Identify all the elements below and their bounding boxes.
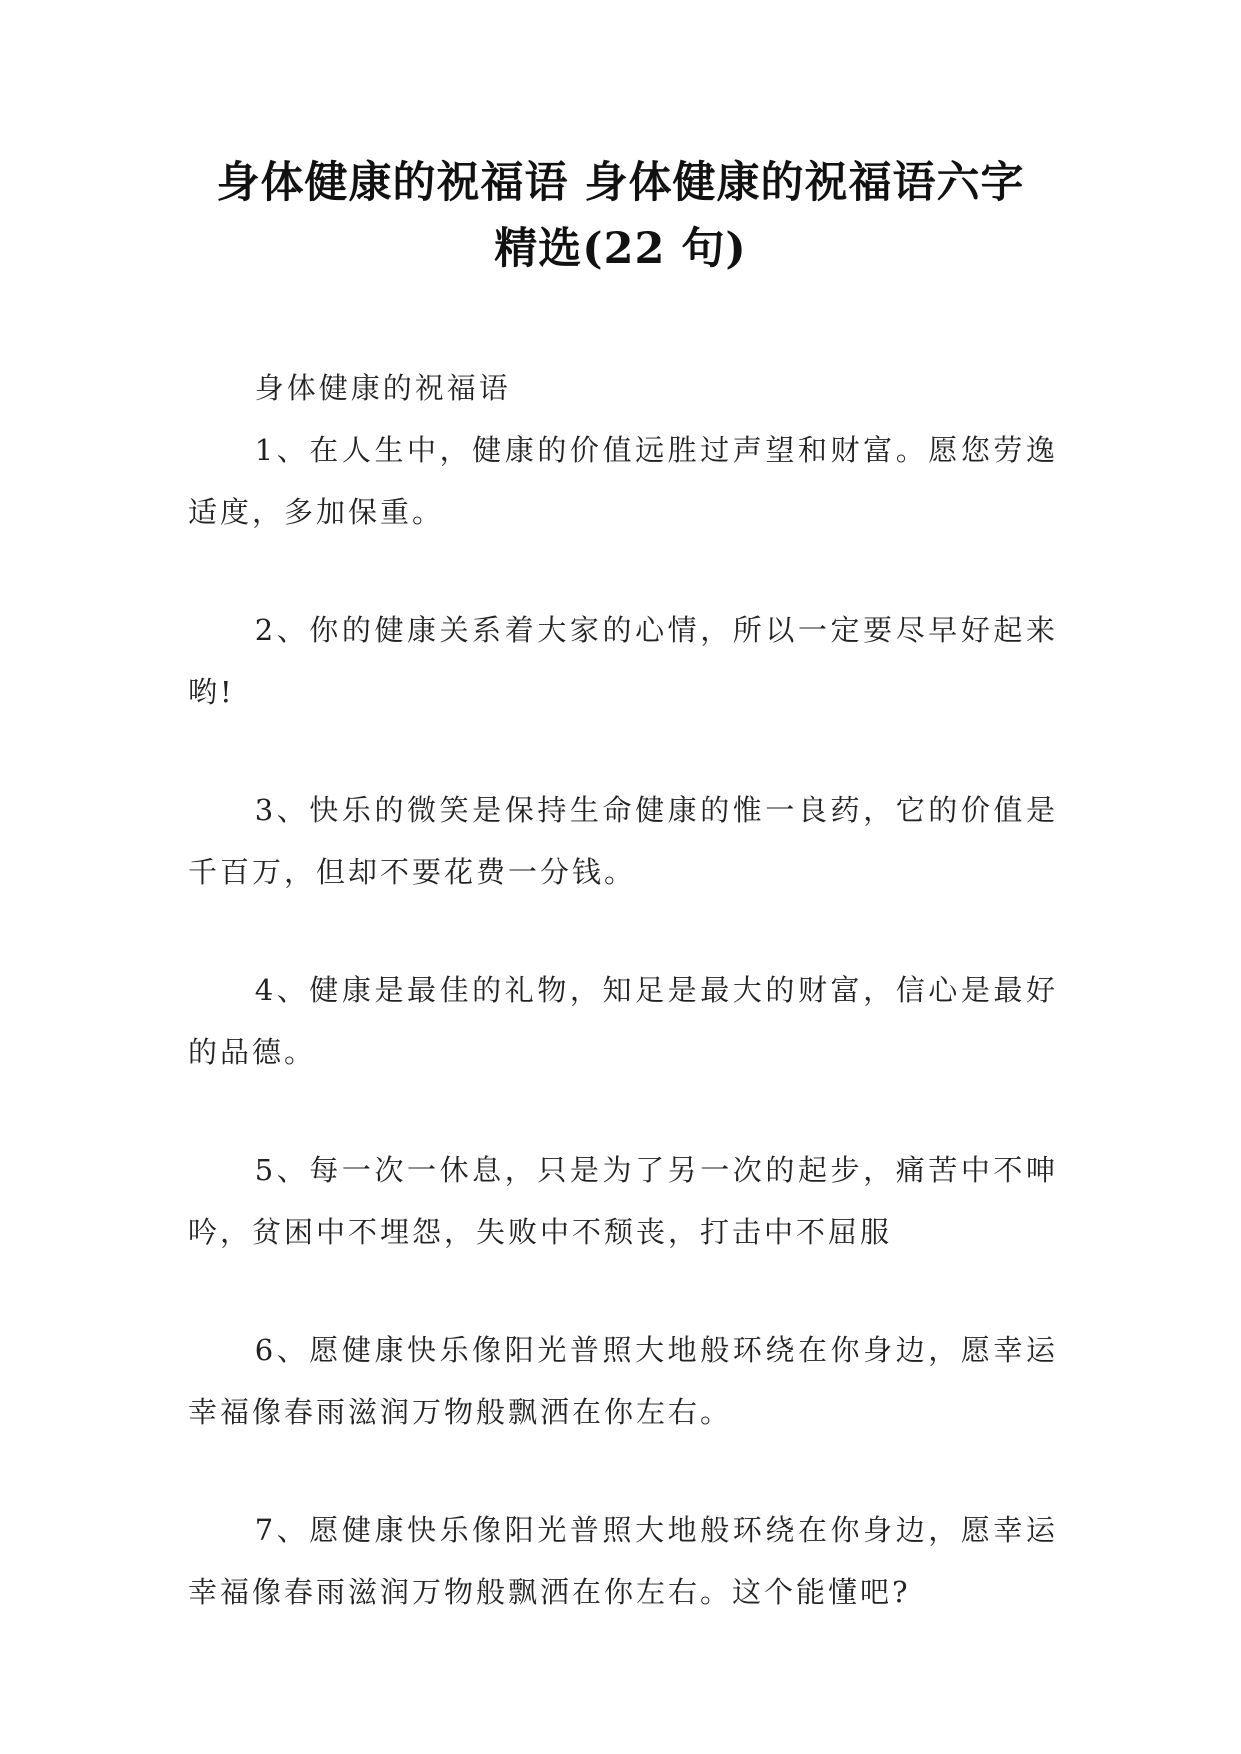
section-subheading: 身体健康的祝福语 (254, 371, 511, 405)
title-line-1: 身体健康的祝福语 身体健康的祝福语六字 (216, 158, 1025, 208)
list-item-6: 6、愿健康快乐像阳光普照大地般环绕在你身边，愿幸运幸福像春雨滋润万物般飘洒在你左右。 (188, 1333, 1058, 1429)
list-item-5: 5、每一次一休息，只是为了另一次的起步，痛苦中不呻吟，贫困中不埋怨，失败中不颓丧，打击中不屈服 (188, 1153, 1058, 1249)
document-body (188, 357, 1058, 1679)
list-item-3: 3、快乐的微笑是保持生命健康的惟一良药，它的价值是千百万，但却不要花费一分钱。 (188, 793, 1058, 889)
list-item-2: 2、你的健康关系着大家的心情，所以一定要尽早好起来哟! (188, 613, 1058, 709)
list-item-4: 4、健康是最佳的礼物，知足是最大的财富，信心是最好的品德。 (188, 973, 1058, 1069)
list-item-7: 7、愿健康快乐像阳光普照大地般环绕在你身边，愿幸运幸福像春雨滋润万物般飘洒在你左右。这个能懂吧? (188, 1513, 1058, 1609)
list-item-1: 1、在人生中，健康的价值远胜过声望和财富。愿您劳逸适度，多加保重。 (188, 433, 1058, 529)
document-title (150, 150, 1091, 282)
title-line-2: 精选(22 句) (494, 224, 747, 274)
